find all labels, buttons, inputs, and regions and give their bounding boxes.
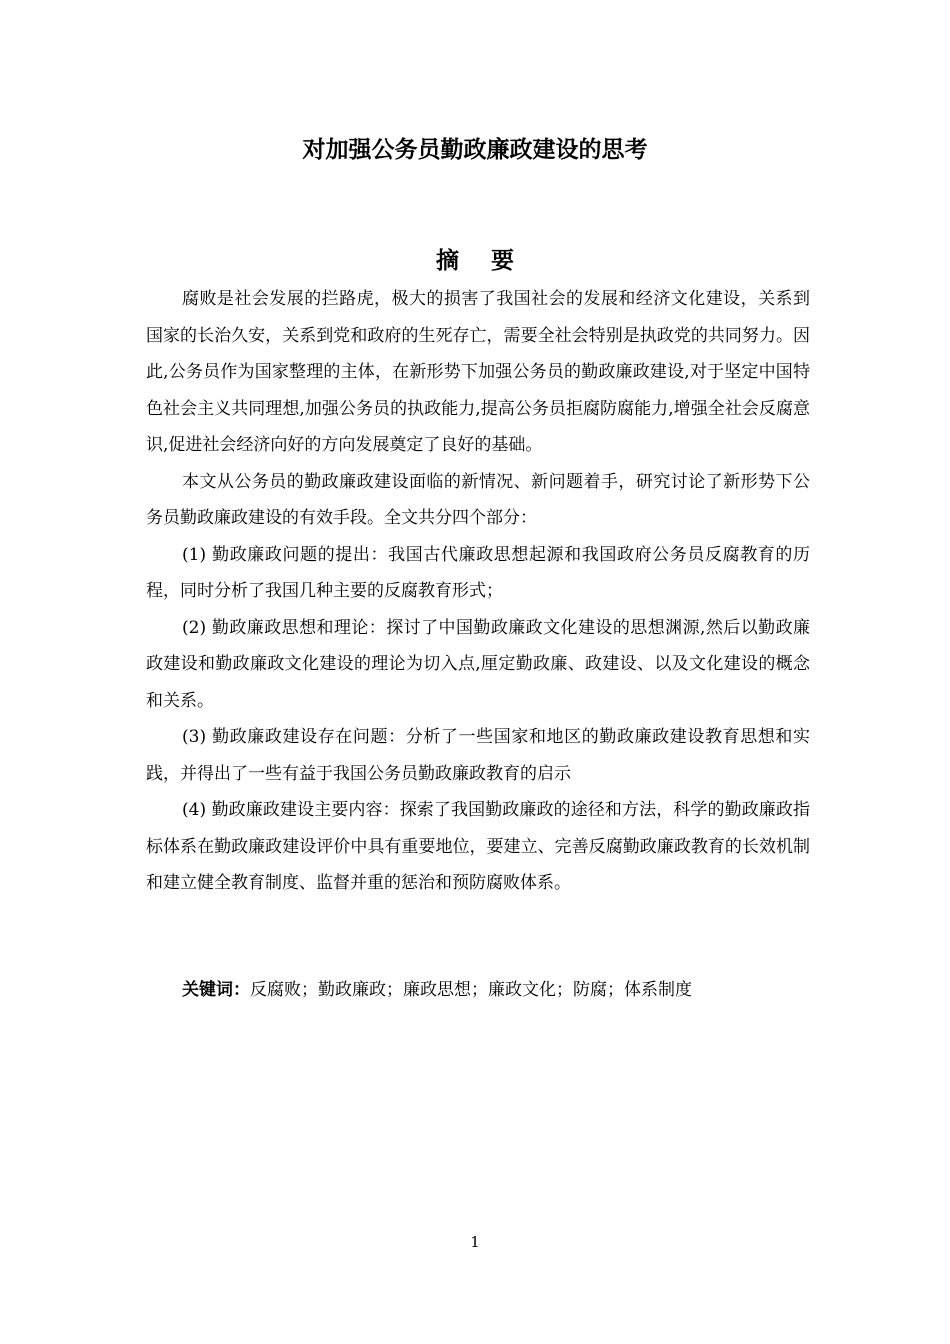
page-number: 1: [470, 1233, 480, 1251]
abstract-list-item: (2) 勤政廉政思想和理论：探讨了中国勤政廉政文化建设的思想渊源,然后以勤政廉政建设和勤政廉政文化建设的理论为切入点,厘定勤政廉、政建设、以及文化建设的概念和关系。: [146, 617, 810, 711]
abstract-body: [146, 281, 810, 902]
keywords-line: [182, 972, 810, 1008]
keywords-label: 关键词：: [182, 980, 250, 1000]
keywords-text: 反腐败；勤政廉政；廉政思想；廉政文化；防腐；体系制度: [250, 980, 692, 1000]
abstract-paragraph: 本文从公务员的勤政廉政建设面临的新情况、新问题着手，研究讨论了新形势下公务员勤政廉政建设的有效手段。全文共分四个部分：: [146, 471, 810, 528]
abstract-list-item: (3) 勤政廉政建设存在问题：分析了一些国家和地区的勤政廉政建设教育思想和实践，并得出了一些有益于我国公务员勤政廉政教育的启示: [146, 727, 810, 784]
abstract-paragraph: 腐败是社会发展的拦路虎，极大的损害了我国社会的发展和经济文化建设，关系到国家的长治久安，关系到党和政府的生死存亡，需要全社会特别是执政党的共同努力。因此,公务员作为国家整理的主体，在新形势下加强公务员的勤政廉政建设,对于坚定中国特色社会主义共同理想,加强公务员的执政能力,提高公务员拒腐防腐能力,增强全社会反腐意识,促进社会经济向好的方向发展奠定了良好的基础。: [146, 289, 810, 455]
document-title: 对加强公务员勤政廉政建设的思考: [302, 137, 648, 163]
abstract-list-item: (1) 勤政廉政问题的提出：我国古代廉政思想起源和我国政府公务员反腐教育的历程，同时分析了我国几种主要的反腐教育形式；: [146, 544, 810, 601]
abstract-list-item: (4) 勤政廉政建设主要内容：探索了我国勤政廉政的途径和方法，科学的勤政廉政指标体系在勤政廉政建设评价中具有重要地位，要建立、完善反腐勤政廉政教育的长效机制和建立健全教育制度、监督并重的惩治和预防腐败体系。: [146, 800, 810, 893]
abstract-heading: 摘 要: [435, 248, 526, 274]
